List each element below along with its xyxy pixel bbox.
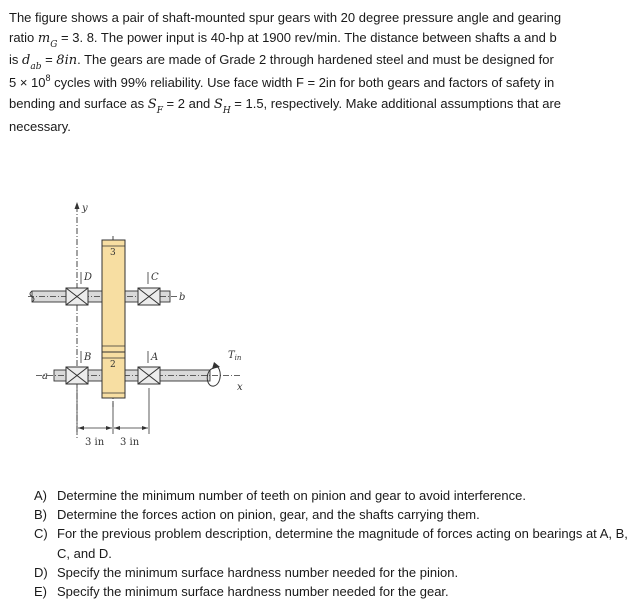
bearing-A — [138, 367, 160, 384]
dim-right-label: 3 in — [120, 437, 140, 448]
dim-arrow — [142, 426, 148, 430]
question-list — [34, 486, 629, 601]
gear-2-label: 2 — [110, 360, 116, 370]
problem-line-4 — [9, 73, 633, 95]
shaft-a-label: a — [42, 371, 48, 382]
problem-text: cycles with 99% reliability. Use face width F = 2in for both gears and factors of safety in — [50, 74, 555, 90]
distance-value: 8in — [56, 53, 78, 68]
question-label: A) — [34, 488, 47, 503]
problem-text: = 3. 8. The power input is 40-hp at 1900 rev/min. The distance between shafts a and b — [57, 29, 557, 45]
problem-line-5 — [9, 94, 633, 117]
bearing-B — [66, 367, 88, 384]
question-text: Determine the forces action on pinion, gear, and the shafts carrying them. — [57, 507, 480, 523]
torque-symbol: T — [228, 350, 235, 361]
problem-text: . The gears are made of Grade 2 through hardened steel and must be designed for — [77, 52, 554, 67]
bearing-B-label: B — [84, 352, 92, 363]
problem-line-3 — [9, 50, 633, 73]
gear-shaft-figure — [28, 198, 268, 458]
gear-2 — [102, 352, 125, 398]
bearing-D-label: D — [84, 272, 93, 283]
problem-text: is — [9, 52, 22, 67]
bearing-D — [66, 288, 88, 305]
symbol-subscript: H — [222, 106, 231, 116]
question-item — [34, 563, 629, 582]
question-label: E) — [34, 584, 47, 600]
problem-text: = — [41, 52, 57, 67]
bearing-C — [138, 288, 160, 305]
question-label: C) — [34, 526, 48, 542]
question-item — [34, 524, 629, 562]
question-label: B) — [34, 507, 47, 523]
question-text: Specify the minimum surface hardness number needed for the pinion. — [57, 564, 459, 580]
y-axis-arrow — [75, 202, 80, 209]
problem-text: 5 × 10 — [9, 74, 46, 90]
problem-line-2 — [9, 28, 633, 51]
problem-line-1 — [9, 8, 633, 28]
x-axis-label: x — [237, 382, 243, 393]
exponent: 8 — [45, 72, 51, 83]
question-text: Determine the minimum number of teeth on pinion and gear to avoid interference. — [57, 488, 526, 503]
gear-ratio-symbol — [37, 30, 58, 50]
question-item — [34, 486, 629, 505]
problem-text: The figure shows a pair of shaft-mounted spur gears with 20 degree pressure angle and gearing — [9, 10, 562, 25]
problem-statement — [9, 8, 633, 136]
question-text: Specify the minimum surface hardness number needed for the gear. — [57, 584, 449, 600]
gear-3-label: 3 — [110, 248, 116, 258]
dim-left-label: 3 in — [85, 437, 105, 448]
torque-subscript: in — [234, 354, 242, 362]
problem-line-6 — [9, 117, 633, 137]
problem-text: = 2 and — [162, 96, 214, 111]
dim-arrow — [78, 426, 84, 430]
problem-text: bending and surface as — [9, 96, 148, 111]
symbol-subscript: F — [156, 106, 163, 116]
symbol-s: S — [147, 97, 157, 112]
dim-arrow — [106, 426, 112, 430]
symbol-m: m — [37, 30, 51, 46]
question-item — [34, 505, 629, 524]
sh-symbol — [213, 97, 231, 116]
y-axis-label: y — [82, 203, 88, 214]
problem-text: ratio — [9, 29, 38, 45]
problem-text: = 1.5, respectively. Make additional assumptions that are — [230, 96, 562, 111]
symbol-subscript: ab — [30, 62, 42, 72]
shaft-b-label: b — [179, 292, 186, 303]
symbol-s: S — [213, 97, 223, 112]
bearing-A-label: A — [151, 352, 159, 363]
symbol-subscript: G — [50, 39, 58, 50]
question-text: For the previous problem description, determine the magnitude of forces acting on bearings at A, B, C, and D. — [57, 526, 628, 561]
question-item — [34, 582, 629, 601]
question-label: D) — [34, 564, 48, 580]
bearing-C-label: C — [151, 272, 159, 283]
sf-symbol — [147, 97, 163, 116]
dim-arrow — [114, 426, 120, 430]
problem-text: necessary. — [9, 118, 71, 134]
distance-symbol — [22, 53, 42, 72]
symbol-d: d — [22, 53, 31, 68]
torque-label — [228, 350, 242, 362]
